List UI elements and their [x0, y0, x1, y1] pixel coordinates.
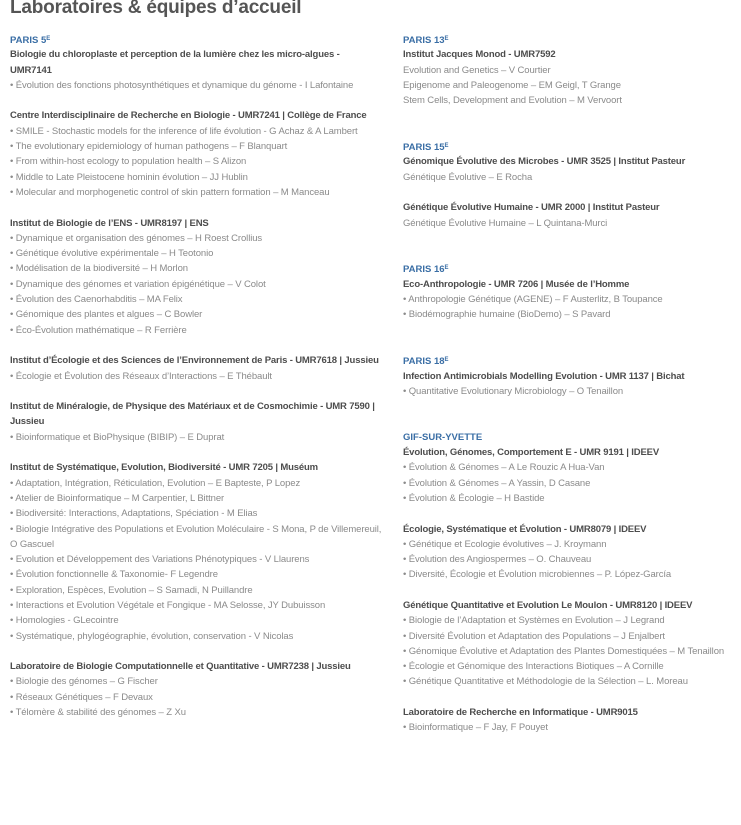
team-item: • Diversité Évolution et Adaptation des Populations – J Enjalbert — [403, 630, 665, 642]
city-name: PARIS 15 — [403, 142, 445, 154]
lab-block — [403, 154, 738, 185]
city-ordinal: E — [46, 36, 51, 42]
lab-name: Eco-Anthropologie - UMR 7206 | Musée de l’Homme — [403, 278, 630, 290]
page-title: Laboratoires & équipes d’accueil — [10, 0, 302, 18]
team-item: • Bioinformatique et BioPhysique (BIBIP) – E Duprat — [10, 431, 225, 443]
team-item: • Diversité, Écologie et Évolution microbiennes – P. López-García — [403, 569, 672, 581]
team-item: • From within-host ecology to population health – S Alizon — [10, 156, 247, 168]
lab-name: Institut Jacques Monod - UMR7592 — [403, 49, 556, 61]
team-item: • Évolution fonctionnelle & Taxonomie- F Legendre — [10, 569, 218, 581]
city-name: PARIS 5 — [10, 35, 47, 46]
lab-block — [10, 460, 382, 644]
team-item: • Réseaux Génétiques – F Devaux — [10, 691, 153, 703]
city-ordinal: E — [444, 265, 449, 272]
city-ordinal: E — [444, 36, 449, 42]
team-item: • Anthropologie Génétique (AGENE) – F Austerlitz, B Toupance — [403, 294, 663, 306]
team-item: • Évolution des Angiospermes – O. Chauveau — [403, 554, 592, 566]
city-name: GIF-SUR-YVETTE — [403, 431, 483, 443]
team-item: • Interactions et Evolution Végétale et Fongique - MA Selosse, JY Dubuisson — [10, 599, 326, 611]
team-item: • Middle to Late Pleistocene hominin évolution – JJ Hublin — [10, 171, 248, 183]
team-item: • Dynamique et organisation des génomes – H Roest Crollius — [10, 232, 263, 244]
unit-spacer — [10, 93, 382, 108]
unit-spacer — [10, 384, 382, 399]
city-heading — [403, 32, 738, 47]
lab-name: Biologie du chloroplaste et perception de la lumière chez les micro-algues - UMR7141 — [10, 49, 340, 76]
lab-name: Génétique Quantitative et Evolution Le Moulon - UMR8120 | IDEEV — [403, 599, 693, 611]
lab-block — [403, 598, 738, 690]
team-item: • Adaptation, Intégration, Réticulation, Evolution – E Bapteste, P Lopez — [10, 477, 301, 489]
city-heading — [403, 353, 738, 368]
lab-block — [10, 216, 382, 338]
team-item: • Homologies - GLecointre — [10, 615, 119, 627]
city-heading — [403, 261, 738, 276]
team-item: • Éco-Évolution mathématique – R Ferrière — [10, 324, 187, 336]
unit-spacer — [10, 338, 382, 353]
lab-name: Laboratoire de Biologie Computationnelle et Quantitative - UMR7238 | Jussieu — [10, 661, 351, 673]
unit-spacer — [10, 644, 382, 659]
city-heading — [403, 430, 738, 445]
right-column — [403, 32, 738, 736]
team-item: • Molecular and morphogenetic control of skin pattern formation – M Manceau — [10, 186, 330, 198]
lab-name: Centre Interdisciplinaire de Recherche en Biologie - UMR7241 | Collège de France — [10, 110, 367, 122]
lab-name: Infection Antimicrobials Modelling Evolution - UMR 1137 | Bichat — [403, 370, 685, 382]
team-item: Génétique Évolutive Humaine – L Quintana-Murci — [403, 217, 608, 229]
unit-spacer — [403, 583, 738, 598]
team-item: Evolution and Genetics – V Courtier — [403, 64, 551, 76]
lab-block — [10, 108, 382, 200]
team-item: • Biodiversité: Interactions, Adaptations, Spéciation - M Elias — [10, 508, 258, 520]
team-item: Stem Cells, Development and Evolution – M Vervoort — [403, 95, 622, 107]
team-item: • Biologie des génomes – G Fischer — [10, 676, 158, 688]
team-item: • SMILE - Stochastic models for the inference of life évolution - G Achaz & A Lambert — [10, 125, 358, 137]
team-item: • Évolution & Génomes – A Yassin, D Casane — [403, 477, 591, 489]
team-item: • Atelier de Bioinformatique – M Carpentier, L Bittner — [10, 492, 225, 504]
team-item: Epigenome and Paleogenome – EM Geigl, T Grange — [403, 79, 621, 91]
city-ordinal: E — [444, 357, 449, 364]
lab-block — [403, 277, 738, 323]
team-item: • Écologie et Évolution des Réseaux d’Interactions – E Thébault — [10, 370, 272, 382]
team-item: • Dynamique des génomes et variation épigénétique – V Colot — [10, 278, 266, 290]
lab-block — [10, 399, 382, 445]
team-item: Génétique Évolutive – E Rocha — [403, 171, 533, 183]
team-item: • Modélisation de la biodiversité – H Morlon — [10, 263, 188, 275]
team-item: • Évolution & Génomes – A Le Rouzic A Hua-Van — [403, 462, 605, 474]
lab-block — [403, 200, 738, 231]
lab-block — [403, 522, 738, 583]
team-item: • Evolution et Développement des Variations Phénotypiques - V Llaurens — [10, 554, 310, 566]
lab-block — [403, 705, 738, 736]
lab-block — [403, 369, 738, 400]
team-item: • Génétique et Ecologie évolutives – J. Kroymann — [403, 538, 607, 550]
team-item: • Évolution des Caenorhabditis – MA Felix — [10, 294, 183, 306]
unit-spacer — [403, 185, 738, 200]
team-item: • Biodémographie humaine (BioDemo) – S Pavard — [403, 309, 611, 321]
team-item: • Génétique évolutive expérimentale – H Teotonio — [10, 248, 214, 260]
section-spacer — [403, 323, 738, 354]
team-item: • Bioinformatique – F Jay, F Pouyet — [403, 722, 548, 734]
lab-name: Institut de Minéralogie, de Physique des Matériaux et de Cosmochimie - UMR 7590 | Jussieu — [10, 401, 375, 428]
team-item: • Évolution & Écologie – H Bastide — [403, 492, 545, 504]
team-item: • The evolutionary epidemiology of human pathogens – F Blanquart — [10, 141, 288, 153]
lab-name: Laboratoire de Recherche en Informatique - UMR9015 — [403, 707, 638, 719]
team-item: • Quantitative Evolutionary Microbiology – O Tenaillon — [403, 385, 624, 397]
section-spacer — [403, 231, 738, 262]
city-name: PARIS 18 — [403, 356, 445, 368]
lab-block — [10, 659, 382, 720]
lab-name: Institut de Systématique, Evolution, Biodiversité - UMR 7205 | Muséum — [10, 462, 318, 474]
city-heading — [10, 32, 382, 47]
section-spacer — [403, 399, 738, 430]
lab-name: Écologie, Systématique et Évolution - UMR8079 | IDEEV — [403, 523, 647, 535]
team-item: • Écologie et Génomique des Interactions Biotiques – A Cornille — [403, 661, 664, 673]
section-spacer — [403, 108, 738, 139]
lab-block — [10, 47, 382, 93]
team-item: • Biologie Intégrative des Populations et Evolution Moléculaire - S Mona, P de Villemereuil, O Gascuel — [10, 523, 382, 550]
team-item: • Exploration, Espèces, Evolution – S Samadi, N Puillandre — [10, 584, 253, 596]
city-name: PARIS 13 — [403, 35, 445, 46]
lab-block — [403, 445, 738, 506]
team-item: • Biologie de l’Adaptation et Systèmes en Evolution – J Legrand — [403, 615, 665, 627]
unit-spacer — [403, 506, 738, 521]
left-column — [10, 32, 382, 720]
lab-name: Génétique Évolutive Humaine - UMR 2000 | Institut Pasteur — [403, 202, 660, 214]
team-item: • Évolution des fonctions photosynthétiques et dynamique du génome - I Lafontaine — [10, 79, 354, 91]
team-item: • Génomique Évolutive et Adaptation des Plantes Domestiquées – M Tenaillon — [403, 645, 725, 657]
lab-name: Institut de Biologie de l’ENS - UMR8197 | ENS — [10, 217, 209, 229]
city-name: PARIS 16 — [403, 264, 445, 276]
team-item: • Génomique des plantes et algues – C Bowler — [10, 309, 203, 321]
lab-name: Évolution, Génomes, Comportement E - UMR 9191 | IDEEV — [403, 447, 660, 459]
team-item: • Télomère & stabilité des génomes – Z Xu — [10, 707, 186, 719]
lab-name: Génomique Évolutive des Microbes - UMR 3525 | Institut Pasteur — [403, 156, 686, 168]
unit-spacer — [10, 445, 382, 460]
lab-block — [10, 353, 382, 384]
city-heading — [403, 139, 738, 154]
city-ordinal: E — [444, 143, 449, 150]
team-item: • Systématique, phylogéographie, évolution, conservation - V Nicolas — [10, 630, 294, 642]
lab-name: Institut d’Écologie et des Sciences de l’Environnement de Paris - UMR7618 | Jussieu — [10, 355, 379, 367]
unit-spacer — [403, 690, 738, 705]
lab-block — [403, 47, 738, 108]
team-item: • Génétique Quantitative et Méthodologie de la Sélection – L. Moreau — [403, 676, 688, 688]
unit-spacer — [10, 200, 382, 215]
